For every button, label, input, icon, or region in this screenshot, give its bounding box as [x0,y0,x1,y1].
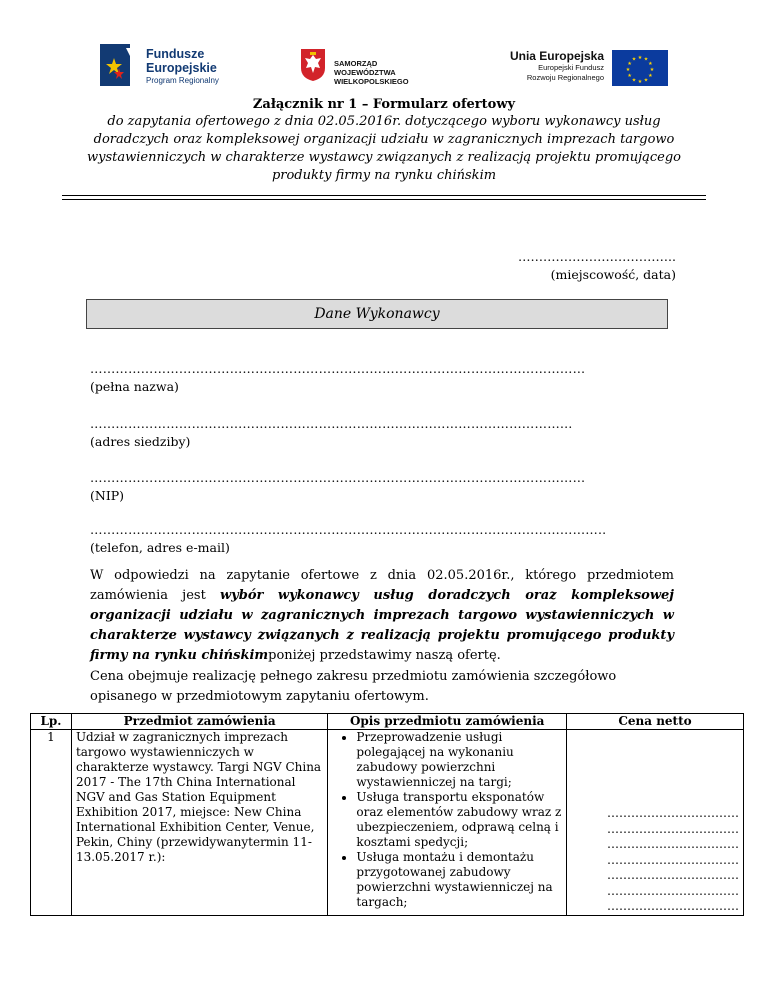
price-paragraph: Cena obejmuje realizację pełnego zakresu przedmiotu zamówienia szczegółowo opisanego w przedmiotowym zapytaniu ofertowym. [90,669,617,704]
ue-text [510,49,604,83]
nip-dots[interactable]: ……………………………………………………………………………………………………… [90,470,586,485]
svg-text:★: ★ [637,55,643,61]
logo-samorzad-wielkopolski [300,48,440,88]
double-divider [62,195,706,200]
full-name-dots[interactable]: ……………………………………………………………………………………………………… [90,361,586,376]
svg-text:★: ★ [649,67,655,73]
svg-text:★: ★ [637,79,643,85]
offer-text-bold: wybór wykonawcy usług doradczych oraz kompleksowej organizacji udziału w zagranicznych imprezach targowo wystawienniczych w charakterze wystawcy związanych z realizacją projektu promującego produkty firmy na rynku chińskim [90,588,674,663]
ue-line1: Unia Europejska [509,49,604,63]
cell-opis [328,730,567,916]
table-header-row [31,714,744,730]
place-date-field [470,248,676,284]
page-title: Załącznik nr 1 – Formularz ofertowy [252,97,516,112]
list-item: • Usługa montażu i demontażu przygotowanej zabudowy powierzchni wystawienniczej na targach; [356,850,562,910]
svg-text:★: ★ [631,56,637,63]
samorzad-text [334,59,440,86]
header-cena: Cena netto [566,714,743,730]
svg-text:★: ★ [631,77,637,84]
address-label: (adres siedziby) [90,434,191,449]
offer-paragraph [90,566,674,666]
price-dots-line[interactable]: …………………………… [606,806,739,820]
fe-line2: Europejskie [146,61,217,75]
field-nip [90,469,670,505]
list-item: • Przeprowadzenie usługi polegającej na wykonaniu zabudowy powierzchni wystawienniczej na targi; [356,730,562,790]
fundusze-europejskie-text [146,47,219,86]
svg-text:★: ★ [627,73,632,79]
nip-label: (NIP) [90,488,125,503]
header-przedmiot: Przedmiot zamówienia [71,714,327,730]
logo-fundusze-europejskie [100,44,270,89]
field-contact [90,521,670,557]
svg-text:★: ★ [643,56,649,63]
svg-text:★: ★ [625,67,631,73]
order-table [30,713,744,916]
price-dots-line[interactable]: …………………………… [606,821,739,836]
full-name-label: (pełna nazwa) [90,379,179,394]
eagle-crest-icon [300,48,326,82]
contact-dots[interactable]: ………………………………………………………………………………………………………….. [90,522,607,537]
offer-text-before: W odpowiedzi na zapytanie ofertowe z dnia 02.05.2016r., którego przedmiotem zamówienia jest [90,568,674,603]
fe-line1: Fundusze [146,47,205,61]
price-dots-group [571,730,739,915]
ue-line3: Rozwoju Regionalnego [526,73,604,82]
price-dots-line[interactable]: …………………………… [606,852,739,867]
price-dots-line[interactable]: …………………………… [606,883,739,898]
price-dots-line[interactable]: …………………………… [606,899,739,913]
field-full-name [90,360,670,396]
opis-list [332,730,562,910]
svg-text:★: ★ [643,77,649,84]
svg-text:★: ★ [627,61,632,67]
field-address [90,415,670,451]
cell-lp: 1 [31,730,72,916]
place-date-label: (miejscowość, data) [550,267,676,282]
samorzad-line1: SAMORZĄD WOJEWÓDZTWA [334,59,396,77]
contact-label: (telefon, adres e-mail) [90,540,230,555]
page-subtitle: do zapytania ofertowego z dnia 02.05.2016r. dotyczącego wyboru wykonawcy usług doradczych oraz kompleksowej organizacji udziału w zagranicznych imprezach targowo wystawienniczych w charakterze wystawcy związanych z realizacją projektu promującego produkty firmy na rynku chińskim [87,114,681,183]
price-dots-line[interactable]: …………………………… [606,837,739,851]
samorzad-line2: WIELKOPOLSKIEGO [334,77,409,86]
eu-flag-icon [612,50,668,86]
cell-przedmiot: Udział w zagranicznych imprezach targowo wystawienniczych w charakterze wystawcy. Targi NGV China 2017 - The 17th China International NGV and Gas Station Equipment Exhibition 2017, miejsce: New China International Exhibition Center, Venue, Pekin, Chiny (przewidywanytermin 11-13.05.2017 r.): [71,730,327,916]
logo-unia-europejska [508,48,668,88]
header-lp: Lp. [31,714,72,730]
table-row [31,730,744,916]
list-item: • Usługa transportu eksponatów oraz elementów zabudowy wraz z ubezpieczeniem, odprawą celną i kosztami spedycji; [356,790,562,850]
ue-line2: Europejski Fundusz [538,63,604,72]
place-date-dots[interactable]: ……………………………….. [518,249,676,264]
header-opis: Opis przedmiotu zamówienia [328,714,567,730]
address-dots[interactable]: …………………………………………………………………………………………………… [90,416,573,431]
fundusze-europejskie-mark-icon [100,44,142,86]
cell-cena [566,730,743,916]
price-dots-line[interactable]: …………………………… [606,868,739,882]
offer-text-after: poniżej przedstawimy naszą ofertę. [268,648,501,663]
svg-text:★: ★ [648,73,653,79]
fe-line3: Program Regionalny [146,76,219,85]
svg-text:★: ★ [648,61,653,67]
contractor-section-header: Dane Wykonawcy [86,299,668,329]
document-heading [40,96,728,185]
